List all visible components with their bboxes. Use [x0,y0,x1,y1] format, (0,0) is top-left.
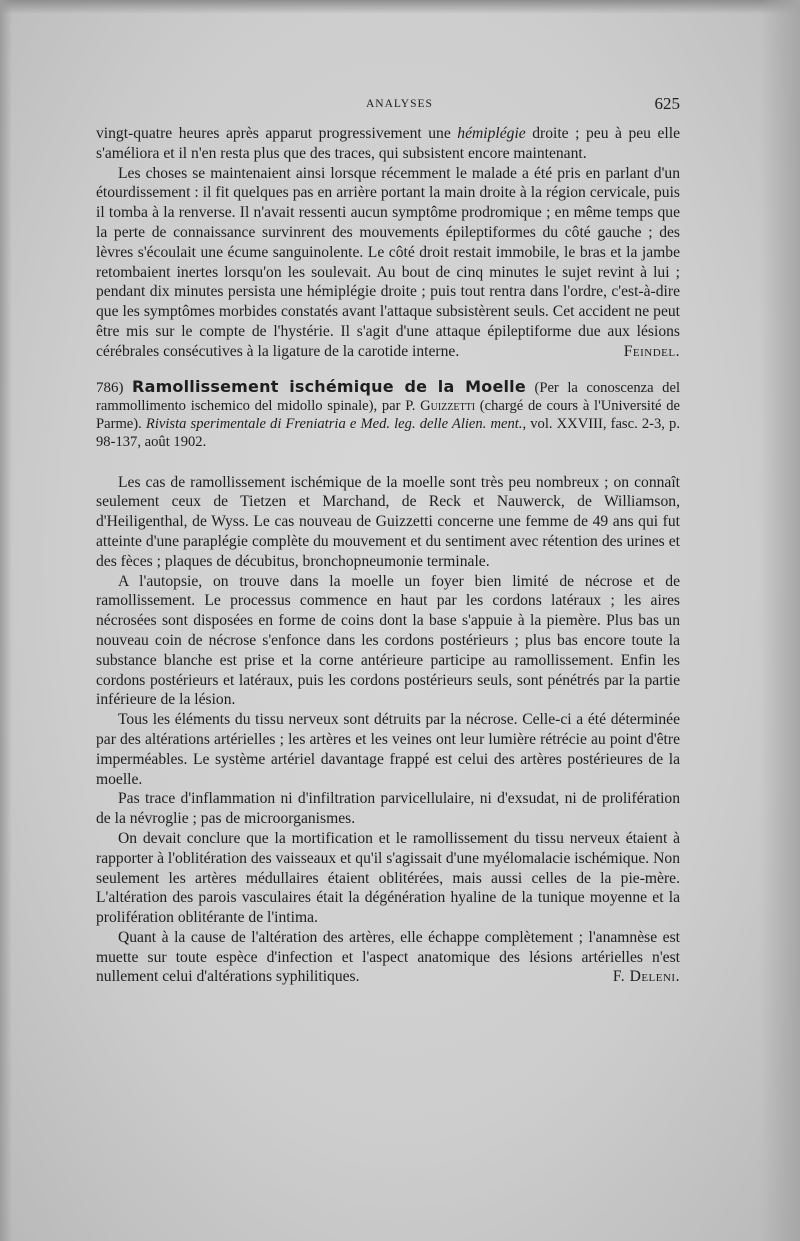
entry-heading [96,378,680,451]
signature-deleni: F. Deleni. [612,968,680,986]
entry-author: Guizzetti [420,397,476,414]
entry-journal: Rivista sperimentale di Freniatria e Med. leg. delle Alien. ment. [145,415,523,432]
entry-title: Ramollissement ischémique de la Moelle [132,376,526,396]
entry-gap [96,451,680,473]
page-header [96,94,680,118]
scan-shadow-top [0,0,800,14]
entry-reference: , vol. XXVIII, fasc. 2-3, p. 98-137, août 1902. [96,415,680,450]
continuation-text-a: vingt-quatre heures après apparut progressivement une [96,125,458,142]
continuation-paragraph-2 [96,164,680,362]
page-text [96,124,680,987]
scan-shadow-left [0,0,12,1241]
body-paragraph-1: Les cas de ramollissement ischémique de la moelle sont très peu nombreux ; on connaît seulement ceux de Tietzen et Marchand, de Reck et Nauwerck, de Williamson, d'Heiligenthal, de Wyss. Le cas nouveau de Guizzetti concerne une femme de 49 ans qui fut atteinte d'une paraplégie complète du mouvement et du sentiment avec rétention des urines et des fèces ; plaques de décubitus, bronchopneumonie terminale. [96,473,680,570]
signature-feindel: Feindel. [623,342,680,360]
entry-subtitle-a: (Per la conoscenza del rammollimento ischemico del midollo spinale), par P. [96,379,681,414]
entry-subtitle-b: (chargé de cours à l'Université de Parme). [96,397,681,432]
body-paragraph-6 [96,928,680,987]
page-number: 625 [654,94,680,113]
section-separator [96,362,680,378]
continuation-text-2: Les choses se maintenaient ainsi lorsque récemment le malade a été pris en parlant d'un étourdissement : il fit quelques pas en arrière portant la main droite à la région cervicale, puis il tomba à la renverse. Il n'avait ressenti aucun symptôme prodromique ; en même temps que la perte de connaissance survinrent des mouvements épileptiformes du côté gauche ; des lèvres s'écoulait une écume sanguinolente. Le côté droit restait immobile, le bras et la jambe retombaient inertes lorsqu'on les soulevait. Au bout de cinq minutes le sujet revint à lui ; pendant dix minutes persista une hémiplégie droite ; puis tout rentra dans l'ordre, c'est-à-dire que les symptômes morbides constatés avant l'attaque subsistèrent seuls. Cet accident ne peut être mis sur le compte de l'hystérie. Il s'agit d'une attaque épileptiforme due aux lésions cérébrales consécutives à la ligature de la carotide interne. [96,164,680,360]
body-paragraph-3: Tous les éléments du tissu nerveux sont détruits par la nécrose. Celle-ci a été déterminée par des altérations artérielles ; les artères et les veines ont leur lumière rétrécie au point d'être imperméables. Le système artériel davantage frappé est celui des artères postérieures de la moelle. [96,711,680,788]
emphasis-hemiplegie: hémiplégie [457,125,526,142]
body-text-6: Quant à la cause de l'altération des artères, elle échappe complètement ; l'anamnèse est muette sur toute espèce d'infection et l'aspect anatomique des lésions artérielles n'est nullement celui d'altérations syphilitiques. [96,928,680,986]
continuation-paragraph-1 [96,124,680,164]
entry-number: 786) [96,379,124,396]
scan-shadow-right [760,0,800,1241]
body-paragraph-5: On devait conclure que la mortification et le ramollissement du tissu nerveux étaient à rapporter à l'oblitération des vaisseaux et qu'il s'agissait d'une myélomalacie ischémique. Non seulement les artères médullaires étaient oblitérées, mais aussi celles de la pie-mère. L'altération des parois vasculaires était la dégénération hyaline de la tunique moyenne et la prolifération oblitérante de l'intima. [96,829,680,927]
continuation-text-b: droite ; peu à peu elle s'améliora et il n'en resta plus que des traces, qui subsistent encore maintenant. [96,125,680,162]
body-paragraph-2: A l'autopsie, on trouve dans la moelle un foyer bien limité de nécrose et de ramollissement. Le processus commence en haut par les cordons latéraux ; les aires nécrosées sont disposées en forme de coins dont la base s'appuie à la piemère. Plus bas un nouveau coin de nécrose s'enfonce dans les cordons postérieurs ; plus bas encore toute la substance blanche est prise et la corne antérieure participe au ramollissement. Enfin les cordons postérieurs et latéraux, puis les cordons postérieurs seuls, sont pénétrés par la partie inférieure de la lésion. [96,572,680,709]
body-paragraph-4: Pas trace d'inflammation ni d'infiltration parvicellulaire, ni d'exsudat, ni de prolifération de la névroglie ; pas de microorganismes. [96,790,680,828]
running-head: ANALYSES [366,98,433,110]
